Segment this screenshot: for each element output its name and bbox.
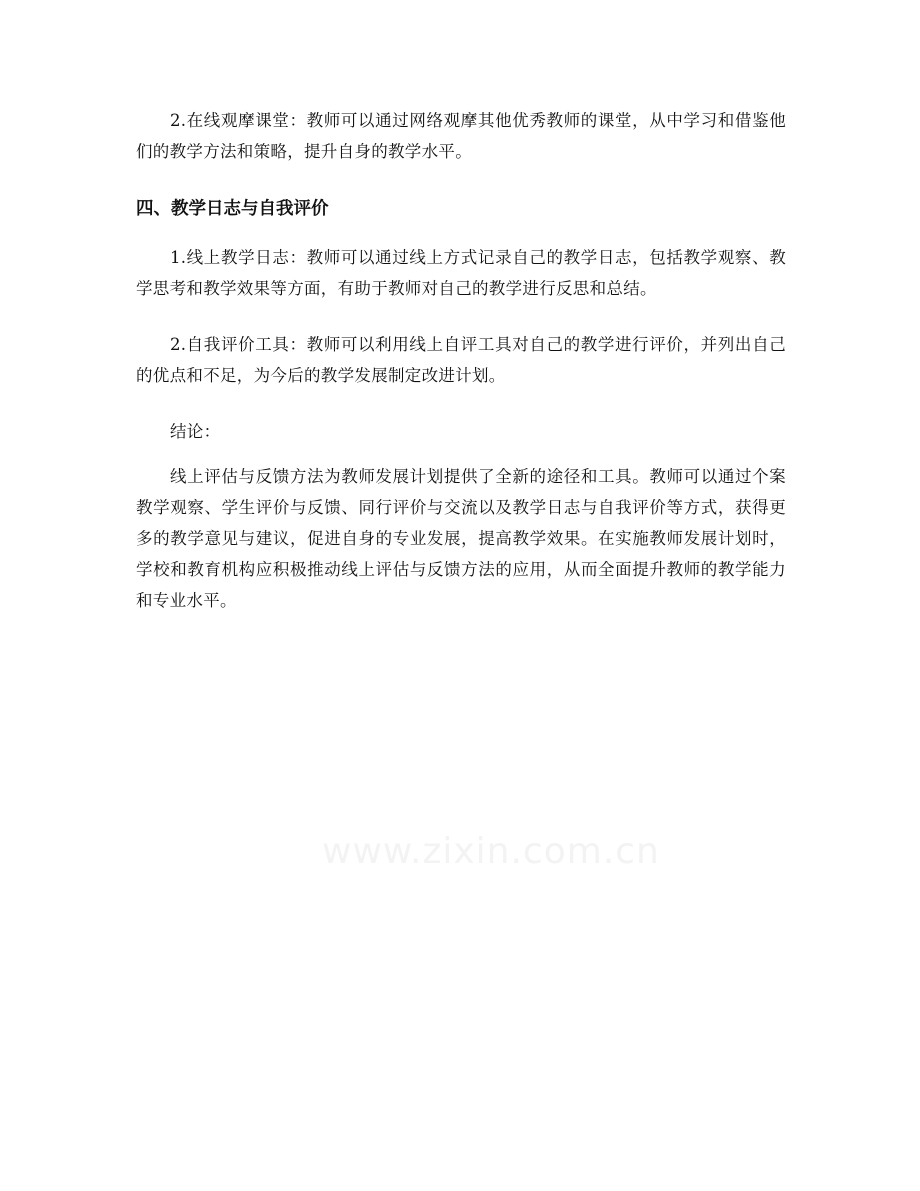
watermark: www.zixin.com.cn bbox=[322, 831, 660, 872]
conclusion-label: 结论： bbox=[170, 422, 221, 441]
section-heading-4: 四、教学日志与自我评价 bbox=[136, 199, 329, 219]
paragraph-conclusion: 线上评估与反馈方法为教师发展计划提供了全新的途径和工具。教师可以通过个案教学观察、学生评价与反馈、同行评价与交流以及教学日志与自我评价等方式，获得更多的教学意见与建议，促进自身的专业发展，提高教学效果。在实施教师发展计划时，学校和教育机构应积极推动线上评估与反馈方法的应用，从而全面提升教师的教学能力和专业水平。 bbox=[136, 467, 786, 610]
paragraph-self-evaluation: 2.自我评价工具：教师可以利用线上自评工具对自己的教学进行评价，并列出自己的优点和不足，为今后的教学发展制定改进计划。 bbox=[136, 335, 786, 385]
paragraph-online-observation: 2.在线观摩课堂：教师可以通过网络观摩其他优秀教师的课堂，从中学习和借鉴他们的教学方法和策略，提升自身的教学水平。 bbox=[136, 111, 786, 161]
paragraph-teaching-log: 1.线上教学日志：教师可以通过线上方式记录自己的教学日志，包括教学观察、教学思考和教学效果等方面，有助于教师对自己的教学进行反思和总结。 bbox=[136, 248, 786, 298]
